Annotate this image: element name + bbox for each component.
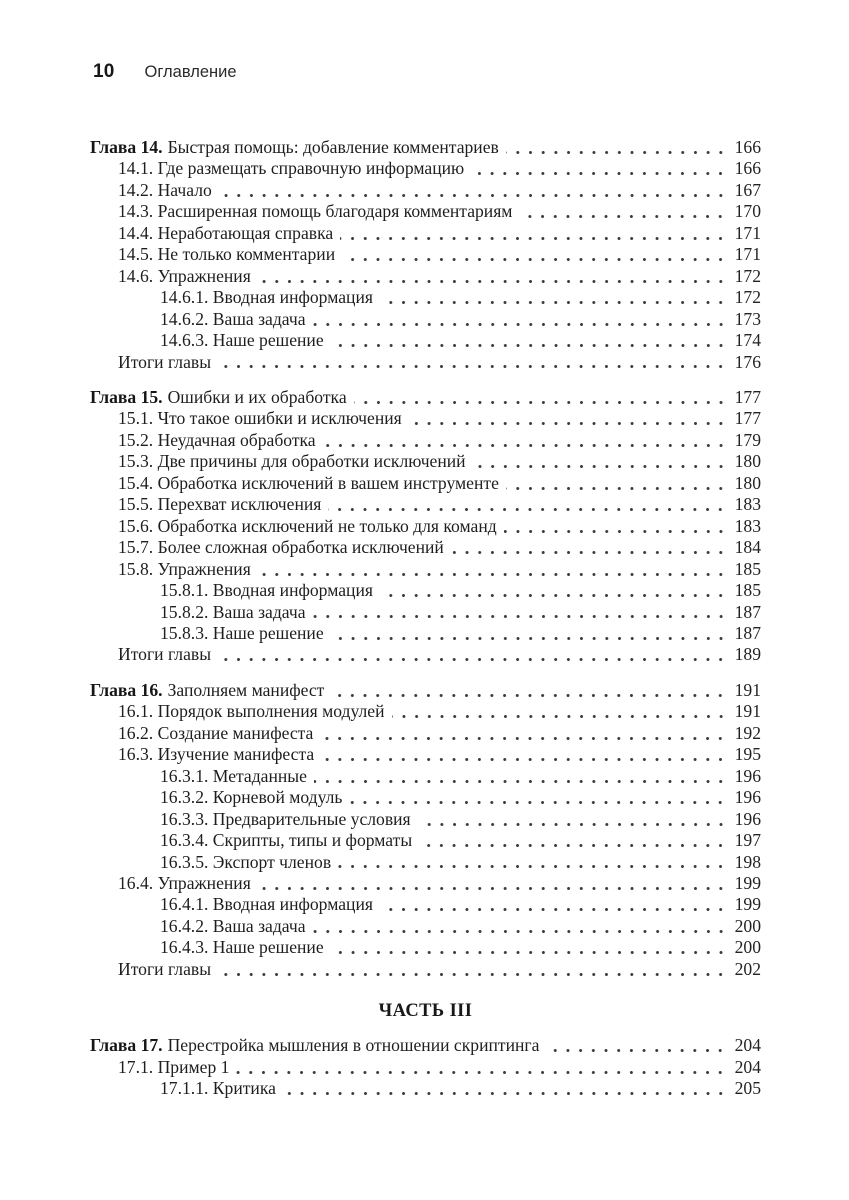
toc-entry-title: 16.4.2. Ваша задача: [160, 915, 306, 936]
toc-entry-title: 16.3.3. Предварительные условия: [160, 808, 411, 829]
dot-leader: [328, 494, 729, 515]
toc-entry-text: [118, 430, 316, 451]
toc-entry: [90, 516, 761, 537]
toc-entry: [90, 602, 761, 623]
toc-section: [90, 137, 761, 373]
dot-leader: [331, 680, 729, 701]
dot-leader: [313, 309, 729, 330]
toc-page-number: 200: [734, 937, 761, 958]
toc-page-number: 205: [734, 1078, 761, 1099]
toc-page-number: 176: [734, 351, 761, 372]
toc-entry-chapter-prefix: Глава 17.: [90, 1035, 163, 1056]
dot-leader: [380, 894, 729, 915]
toc-entry-chapter-prefix: Глава 15.: [90, 386, 163, 407]
dot-leader: [506, 473, 729, 494]
toc-entry-text: [118, 494, 321, 515]
toc-entry: [90, 680, 761, 701]
toc-entry-text: [118, 723, 313, 744]
dot-leader: [409, 408, 729, 429]
toc-page-number: 172: [734, 265, 761, 286]
toc-entry-title: 15.8.3. Наше решение: [160, 622, 324, 643]
toc-page-number: 187: [734, 622, 761, 643]
toc-page-number: 198: [734, 851, 761, 872]
toc-entry: [90, 330, 761, 351]
dot-leader: [219, 180, 729, 201]
toc-entry: [90, 201, 761, 222]
dot-leader: [258, 873, 729, 894]
toc-entry-text: [160, 852, 331, 873]
toc-entry: [90, 959, 761, 980]
toc-page-number: 184: [734, 537, 761, 558]
toc-entry-text: [160, 916, 306, 937]
toc-entry: [90, 180, 761, 201]
toc-entry-title: 16.3.1. Метаданные: [160, 765, 307, 786]
dot-leader: [331, 937, 729, 958]
toc-entry-text: [118, 559, 251, 580]
toc-entry-text: [160, 1078, 276, 1099]
toc-entry-title: 15.5. Перехват исключения: [118, 494, 322, 515]
toc-entry: [90, 387, 761, 408]
dot-leader: [519, 201, 729, 222]
toc-entry-title: 15.6. Обработка исключений не только для команд: [118, 515, 497, 536]
toc-entry-title: 16.3.4. Скрипты, типы и форматы: [160, 830, 413, 851]
toc-page-number: 166: [734, 158, 761, 179]
toc-entry-text: [160, 287, 373, 308]
toc-entry-text: [118, 408, 402, 429]
toc-entry-title: 14.1. Где размещать справочную информацию: [118, 158, 465, 179]
toc-entry-chapter-prefix: Глава 14.: [90, 137, 163, 157]
toc-entry-text: [160, 937, 324, 958]
toc-entry: [90, 473, 761, 494]
toc-entry-text: [90, 680, 324, 701]
dot-leader: [380, 580, 729, 601]
toc-entry-title: 15.2. Неудачная обработка: [118, 429, 316, 450]
toc-entry: [90, 559, 761, 580]
toc-page-number: 183: [734, 494, 761, 515]
toc-entry-chapter-prefix: Глава 16.: [90, 679, 163, 700]
dot-leader: [418, 809, 729, 830]
toc-page-number: 202: [734, 958, 761, 979]
dot-leader: [546, 1035, 729, 1056]
toc-entry-text: [118, 158, 464, 179]
toc-page-number: 177: [734, 386, 761, 407]
toc-entry: [90, 830, 761, 851]
toc-page-number: 185: [734, 580, 761, 601]
toc-entry: [90, 1078, 761, 1099]
part-heading: ЧАСТЬ III: [378, 1001, 473, 1022]
toc-entry-title: 14.2. Начало: [118, 179, 212, 200]
toc-entry-text: [118, 516, 497, 537]
dot-leader: [218, 352, 729, 373]
dot-leader: [313, 916, 729, 937]
toc-entry-text: [118, 873, 251, 894]
toc-entry-title: 14.6.2. Ваша задача: [160, 308, 306, 329]
toc-entry: [90, 809, 761, 830]
toc-page-number: 197: [734, 830, 761, 851]
toc-entry-title: Перестройка мышления в отношении скриптинга: [167, 1035, 540, 1056]
toc-entry: [90, 430, 761, 451]
toc-page-number: 171: [734, 244, 761, 265]
toc-entry-title: Быстрая помощь: добавление комментариев: [167, 137, 499, 157]
dot-leader: [354, 387, 729, 408]
toc-page-number: 200: [734, 915, 761, 936]
toc-entry-text: [160, 580, 373, 601]
toc-entry: [90, 137, 761, 158]
dot-leader: [380, 287, 729, 308]
dot-leader: [340, 223, 729, 244]
toc-page-number: 204: [734, 1035, 761, 1056]
toc-entry-title: 16.2. Создание манифеста: [118, 722, 314, 743]
dot-leader: [331, 330, 729, 351]
toc-page-number: 177: [734, 408, 761, 429]
toc-page-number: 191: [734, 679, 761, 700]
toc-entry-text: [160, 330, 324, 351]
toc-entry-text: [118, 473, 499, 494]
toc-entry-text: [118, 959, 211, 980]
toc-entry: [90, 451, 761, 472]
toc-entry-title: 14.6. Упражнения: [118, 265, 251, 286]
toc-entry: [90, 287, 761, 308]
toc-entry-text: [160, 809, 411, 830]
toc-entry: [90, 408, 761, 429]
toc-entry: [90, 1057, 761, 1078]
toc-entry-text: [160, 894, 373, 915]
toc-entry-text: [118, 223, 333, 244]
toc-entry-text: [160, 787, 342, 808]
toc-entry-text: [160, 309, 306, 330]
toc-section: [90, 680, 761, 980]
dot-leader: [258, 559, 729, 580]
toc-page-number: 170: [734, 201, 761, 222]
toc-entry-text: [118, 701, 385, 722]
toc-entry: [90, 916, 761, 937]
toc-entry-title: 16.3. Изучение манифеста: [118, 744, 315, 765]
toc-entry-title: 16.3.2. Корневой модуль: [160, 787, 343, 808]
toc-page-number: 185: [734, 558, 761, 579]
toc-entry-title: 16.4.3. Наше решение: [160, 937, 324, 958]
toc-entry-text: [118, 744, 314, 765]
toc-page-number: 199: [734, 894, 761, 915]
dot-leader: [338, 852, 729, 873]
toc-entry: [90, 537, 761, 558]
toc-entry-title: Ошибки и их обработка: [167, 386, 347, 407]
toc-entry-title: 17.1.1. Критика: [160, 1078, 276, 1099]
toc-entry-text: [90, 387, 347, 408]
toc-entry-title: 15.1. Что такое ошибки и исключения: [118, 408, 402, 429]
dot-leader: [258, 266, 729, 287]
dot-leader: [349, 787, 729, 808]
toc-entry-title: Итоги главы: [118, 351, 212, 372]
toc-entry-title: 16.4. Упражнения: [118, 872, 251, 893]
dot-leader: [313, 602, 729, 623]
dot-leader: [218, 644, 729, 665]
toc-page-number: 172: [734, 287, 761, 308]
toc-entry: [90, 937, 761, 958]
toc-entry-title: 15.3. Две причины для обработки исключений: [118, 451, 466, 472]
toc-entry-title: Итоги главы: [118, 644, 212, 665]
dot-leader: [392, 701, 729, 722]
toc-page-number: 196: [734, 808, 761, 829]
toc-page-number: 196: [734, 765, 761, 786]
toc-page-number: 179: [734, 429, 761, 450]
dot-leader: [451, 537, 729, 558]
dot-leader: [314, 766, 729, 787]
toc-page-number: 196: [734, 787, 761, 808]
toc-entry-title: 14.5. Не только комментарии: [118, 244, 336, 265]
toc-entry-text: [118, 1057, 229, 1078]
toc-page-number: 195: [734, 744, 761, 765]
toc-entry-title: Заполняем манифест: [167, 679, 325, 700]
toc-entry-title: 14.3. Расширенная помощь благодаря комментариям: [118, 201, 513, 222]
toc-entry-title: 15.8. Упражнения: [118, 558, 251, 579]
toc-page-number: 174: [734, 330, 761, 351]
dot-leader: [321, 744, 729, 765]
toc-entry-title: 17.1. Пример 1: [118, 1056, 230, 1077]
dot-leader: [320, 723, 729, 744]
toc-entry-text: [90, 1035, 539, 1056]
toc-entry-title: 14.6.3. Наше решение: [160, 330, 324, 351]
toc-entry-text: [118, 244, 335, 265]
toc-entry-text: [160, 602, 306, 623]
dot-leader: [323, 430, 729, 451]
toc-page-number: 166: [734, 137, 761, 157]
toc-page-number: 180: [734, 451, 761, 472]
toc-entry: [90, 223, 761, 244]
dot-leader: [506, 137, 729, 158]
toc-page-number: 180: [734, 472, 761, 493]
toc-entry-text: [118, 537, 444, 558]
toc-entry: [90, 723, 761, 744]
toc-entry-text: [160, 623, 324, 644]
toc-section: [90, 387, 761, 666]
toc-page-number: 191: [734, 701, 761, 722]
toc-page-number: 183: [734, 515, 761, 536]
toc-entry: [90, 309, 761, 330]
toc-entry: [90, 644, 761, 665]
toc-page-number: 199: [734, 872, 761, 893]
dot-leader: [471, 158, 729, 179]
toc-entry-title: 14.6.1. Вводная информация: [160, 287, 373, 308]
toc-entry: [90, 580, 761, 601]
toc-entry: [90, 623, 761, 644]
toc-entry-text: [90, 137, 499, 158]
toc-section: [90, 1000, 761, 1099]
toc-entry: [90, 873, 761, 894]
toc-page-number: 189: [734, 644, 761, 665]
dot-leader: [473, 451, 729, 472]
page-header: [93, 61, 237, 83]
toc-entry-text: [118, 644, 211, 665]
toc-entry: [90, 158, 761, 179]
toc-entry-text: [160, 766, 307, 787]
toc-entry-title: 15.4. Обработка исключений в вашем инструменте: [118, 472, 499, 493]
toc-page-number: 187: [734, 601, 761, 622]
toc-entry: [90, 744, 761, 765]
toc-entry-title: 15.8.2. Ваша задача: [160, 601, 306, 622]
toc-entry-text: [160, 830, 412, 851]
toc-page-number: 173: [734, 308, 761, 329]
toc-entry-text: [118, 451, 466, 472]
dot-leader: [236, 1057, 729, 1078]
toc-entry: [90, 352, 761, 373]
toc-entry-title: 16.1. Порядок выполнения модулей: [118, 701, 385, 722]
dot-leader: [218, 959, 729, 980]
dot-leader: [283, 1078, 729, 1099]
toc-entry: [90, 787, 761, 808]
toc-page-number: 167: [734, 179, 761, 200]
toc-entry-title: Итоги главы: [118, 958, 212, 979]
toc-entry-title: 15.8.1. Вводная информация: [160, 580, 373, 601]
toc-entry: [90, 894, 761, 915]
toc-page-number: 171: [734, 222, 761, 243]
toc-entry-text: [118, 352, 211, 373]
toc-entry: [90, 852, 761, 873]
dot-leader: [504, 516, 729, 537]
toc-entry: [90, 244, 761, 265]
table-of-contents: [90, 137, 761, 1100]
toc-page-number: 192: [734, 722, 761, 743]
toc-entry-title: 16.3.5. Экспорт членов: [160, 851, 332, 872]
dot-leader: [342, 244, 729, 265]
dot-leader: [419, 830, 729, 851]
toc-entry: [90, 766, 761, 787]
toc-entry-title: 14.4. Неработающая справка: [118, 222, 334, 243]
toc-entry-text: [118, 266, 251, 287]
dot-leader: [331, 623, 729, 644]
running-title: Оглавление: [144, 63, 237, 81]
toc-entry: [90, 701, 761, 722]
toc-entry: [90, 266, 761, 287]
toc-entry-title: 16.4.1. Вводная информация: [160, 894, 373, 915]
toc-entry: [90, 494, 761, 515]
toc-entry-text: [118, 201, 512, 222]
page-number: 10: [93, 61, 115, 82]
toc-entry: [90, 1035, 761, 1056]
toc-entry-title: 15.7. Более сложная обработка исключений: [118, 537, 444, 558]
toc-page-number: 204: [734, 1056, 761, 1077]
toc-entry-text: [118, 180, 212, 201]
